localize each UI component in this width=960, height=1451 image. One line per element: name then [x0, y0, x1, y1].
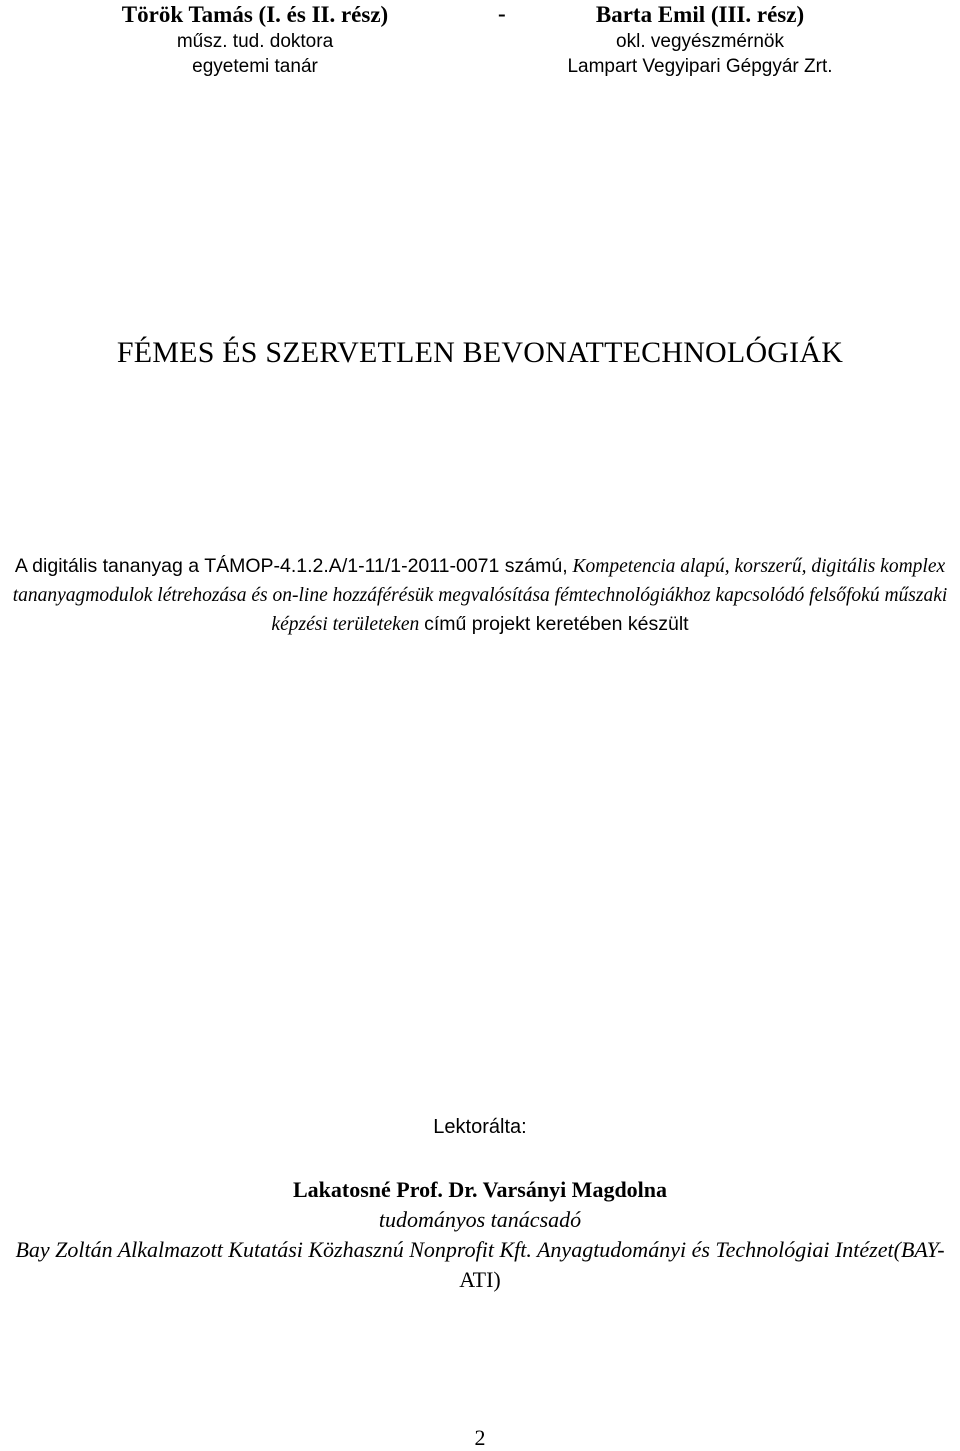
reviewer-block — [0, 1175, 960, 1295]
project-statement-suffix: című projekt keretében készült — [424, 613, 689, 635]
page-number: 2 — [474, 1425, 486, 1450]
author-left-name: Török Tamás (I. és II. rész) — [121, 2, 389, 27]
reviewer-institution — [0, 1235, 960, 1295]
project-statement-title: Kompetencia alapú, korszerű, digitális komplex tananyagmodulok létrehozása és on-line hozzáférésük megvalósítása fémtechnológiákhoz kapcsolódó felsőfokú műszaki képzési területeken — [12, 556, 948, 635]
reviewed-by-label: Lektorálta: — [433, 1116, 527, 1138]
author-right-name: Barta Emil (III. rész) — [595, 2, 805, 27]
author-right-title: okl. vegyészmérnök — [616, 31, 784, 52]
author-left — [70, 0, 440, 79]
project-statement — [6, 552, 954, 640]
reviewer-name: Lakatosné Prof. Dr. Varsányi Magdolna — [292, 1177, 668, 1202]
author-separator: - — [498, 1, 506, 26]
reviewer-role: tudományos tanácsadó — [378, 1207, 582, 1232]
reviewer-institution-name: Bay Zoltán Alkalmazott Kutatási Közhasznú Nonprofit Kft. Anyagtudományi és Technológiai Intézet(BAY- — [15, 1237, 945, 1262]
reviewer-institution-abbr: ATI) — [459, 1267, 501, 1292]
author-left-position: egyetemi tanár — [192, 56, 318, 77]
author-right — [520, 0, 880, 79]
author-right-company: Lampart Vegyipari Gépgyár Zrt. — [567, 56, 833, 77]
project-statement-prefix: A digitális tananyag a TÁMOP-4.1.2.A/1-11/1-2011-0071 számú, — [14, 555, 568, 577]
author-left-title: műsz. tud. doktora — [176, 31, 334, 52]
authors-header — [0, 0, 960, 100]
document-title: FÉMES ÉS SZERVETLEN BEVONATTECHNOLÓGIÁK — [116, 336, 844, 369]
